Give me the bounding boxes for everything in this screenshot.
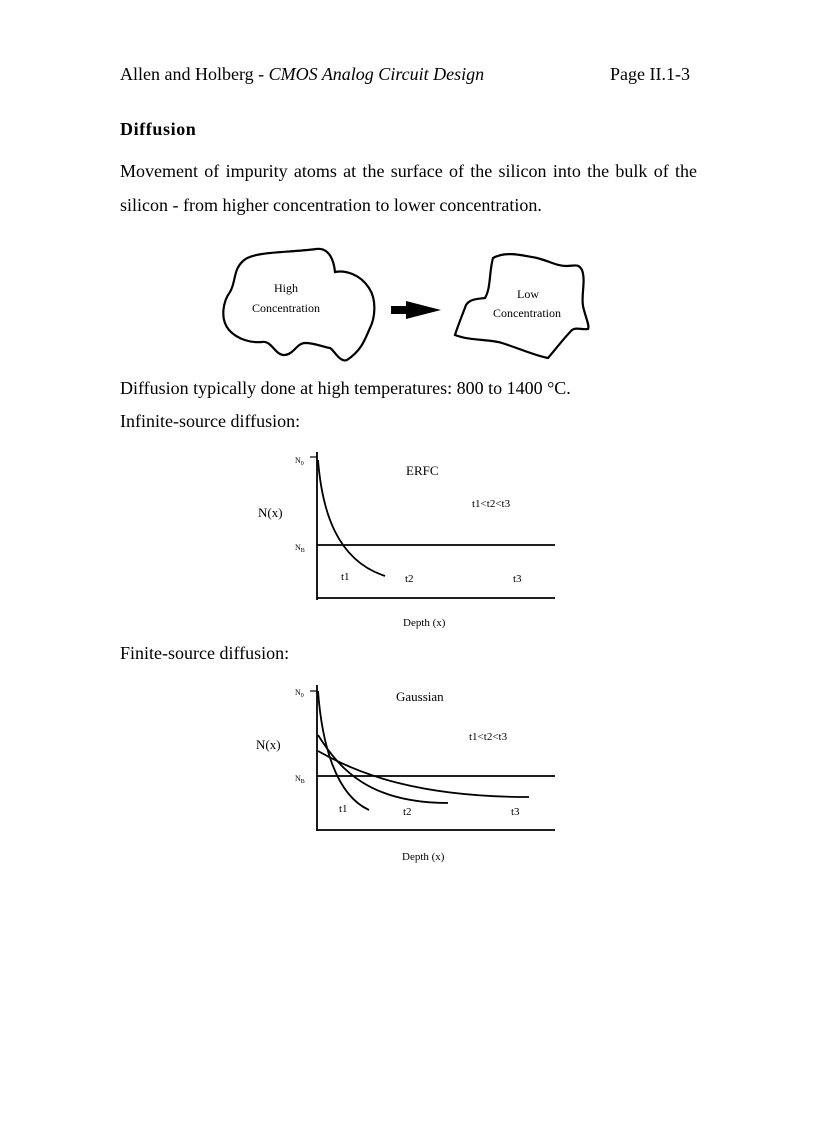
temperature-text: Diffusion typically done at high temperatures: 800 to 1400 °C. <box>120 378 571 398</box>
series-label-t2: t2 <box>405 573 414 585</box>
series-label-t1: t1 <box>341 571 350 583</box>
high-label-line2: Concentration <box>252 301 320 315</box>
finite-source-caption: Finite-source diffusion: <box>120 643 290 663</box>
curve-t1 <box>318 460 385 576</box>
n0-label: $N_0$ <box>295 688 304 699</box>
low-label-line1: Low <box>517 287 539 301</box>
nb-label: $N_B$ <box>295 543 305 554</box>
condition-label: t1<t2<t3 <box>469 731 508 743</box>
intro-paragraph: Movement of impurity atoms at the surface of the silicon into the bulk of the silicon - from higher concentration to lower concentration. <box>120 161 697 215</box>
high-label-line1: High <box>274 281 298 295</box>
page-number: Page II.1-3 <box>610 64 690 84</box>
header-book-title: CMOS Analog Circuit Design <box>268 64 485 84</box>
y-axis-label: N(x) <box>258 505 283 520</box>
curve-t1 <box>318 691 369 810</box>
gaussian-chart <box>240 675 570 870</box>
series-label-t3: t3 <box>513 573 522 585</box>
infinite-source-caption: Infinite-source diffusion: <box>120 411 301 431</box>
header-authors: Allen and Holberg - <box>120 64 269 84</box>
x-axis-label: Depth (x) <box>402 851 445 863</box>
series-label-t2: t2 <box>403 806 412 818</box>
y-axis-label: N(x) <box>256 737 281 752</box>
arrow-icon <box>391 301 441 319</box>
low-label-line2: Concentration <box>493 306 561 320</box>
curve-t2 <box>318 735 448 803</box>
chart-title: Gaussian <box>396 689 444 704</box>
series-label-t1: t1 <box>339 803 348 815</box>
concentration-diagram <box>0 0 816 380</box>
x-axis-label: Depth (x) <box>403 617 446 629</box>
n0-label: $N_0$ <box>295 456 304 467</box>
series-label-t3: t3 <box>511 806 520 818</box>
erfc-chart <box>240 440 570 635</box>
section-heading: Diffusion <box>120 119 197 139</box>
nb-label: $N_B$ <box>295 774 305 785</box>
chart-title: ERFC <box>406 463 439 478</box>
condition-label: t1<t2<t3 <box>472 498 511 510</box>
